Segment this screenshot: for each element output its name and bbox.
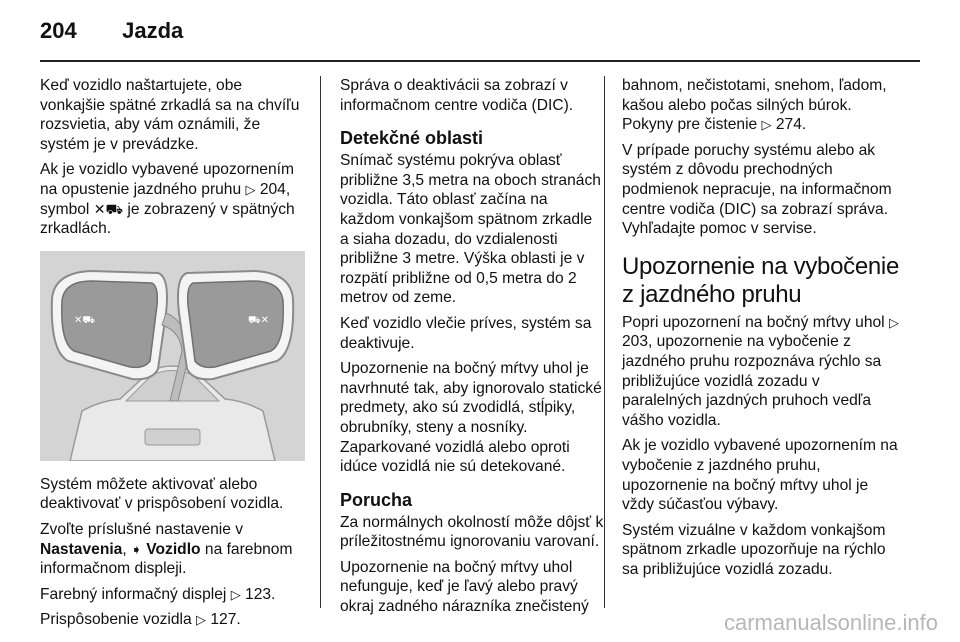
menu-path-settings: Nastavenia bbox=[40, 540, 123, 558]
page-ref-icon: ▷ bbox=[196, 612, 207, 628]
header-rule bbox=[40, 60, 920, 62]
arrow-icon: ➧ bbox=[131, 541, 142, 557]
page-header bbox=[40, 18, 183, 44]
paragraph: Správa o deaktivácii sa zobrazí v informačnom centre vodiča (DIC). bbox=[340, 77, 574, 114]
svg-text:✕⛟: ✕⛟ bbox=[74, 314, 95, 326]
section-heading: Detekčné oblasti bbox=[340, 128, 484, 149]
paragraph: Upozornenie na bočný mŕtvy uhol nefunguje, keď je ľavý alebo pravý okraj zadného nárazníka znečistený bbox=[340, 558, 589, 616]
paragraph: Keď vozidlo vlečie príves, systém sa deaktivuje. bbox=[340, 314, 592, 352]
paragraph: Upozornenie na bočný mŕtvy uhol je navrhnuté tak, aby ignorovalo statické predmety, ako sú zvodidlá, stĺpiky, obrubníky, steny a nosníky. Zaparkované vozidlá alebo oproti idúce vozidlá nie sú detekované. bbox=[340, 360, 602, 476]
paragraph: bahnom, nečistotami, snehom, ľadom, kašou alebo počas silných búrok. Pokyny pre čistenie ▷ 274. bbox=[622, 77, 887, 134]
page-ref-icon: ▷ bbox=[230, 586, 241, 602]
paragraph: Za normálnych okolností môže dôjsť k príležitostnému ignorovaniu varovaní. bbox=[340, 513, 604, 551]
column-middle bbox=[340, 76, 605, 623]
paragraph: Prispôsobenie vozidla ▷ 127. bbox=[40, 611, 241, 629]
column-separator bbox=[320, 76, 321, 608]
page-ref-icon: ▷ bbox=[888, 314, 899, 330]
paragraph: Ak je vozidlo vybavené upozornením na opustenie jazdného pruhu ▷ 204, symbol ✕⛟ je zobrazený v spätných zrkadlách. bbox=[40, 161, 295, 238]
paragraph: Farebný informačný displej ▷ 123. bbox=[40, 585, 276, 603]
svg-text:⛟✕: ⛟✕ bbox=[248, 314, 269, 326]
mirrors-and-car-icon bbox=[40, 251, 305, 461]
page-ref-icon: ▷ bbox=[245, 181, 256, 197]
chapter-title: Jazda bbox=[122, 18, 184, 43]
paragraph: Systém môžete aktivovať alebo deaktivovať v prispôsobení vozidla. bbox=[40, 475, 284, 513]
section-heading: Porucha bbox=[340, 489, 413, 510]
paragraph: Systém vizuálne v každom vonkajšom spätnom zrkadle upozorňuje na rýchlo sa približujúce vozidlá zozadu. bbox=[622, 521, 886, 578]
page-ref-icon: ▷ bbox=[761, 117, 772, 133]
lane-change-symbol-icon: ✕⛟ bbox=[93, 200, 124, 217]
section-title: Upozornenie na vybočenie z jazdného pruhu bbox=[622, 252, 899, 308]
mirror-illustration bbox=[40, 251, 305, 461]
page-number: 204 bbox=[40, 18, 77, 43]
paragraph: Popri upozornení na bočný mŕtvy uhol ▷ 203, upozornenie na vybočenie z jazdného pruhu rozpoznáva rýchlo sa približujúce vozidlá zozadu v paralelných jazdných pruhoch vedľa vášho vozidla. bbox=[622, 313, 899, 429]
paragraph: V prípade poruchy systému alebo ak systém z dôvodu prechodných podmienok nepracuje, na informačnom centre vodiča (DIC) sa zobrazí správa. Vyhľadajte pomoc v servise. bbox=[622, 141, 892, 238]
column-left bbox=[40, 76, 305, 636]
watermark: carmanualsonline.info bbox=[723, 610, 938, 635]
menu-path-vehicle: Vozidlo bbox=[146, 540, 201, 558]
paragraph: Zvoľte príslušné nastavenie v Nastavenia, ➧ Vozidlo na farebnom informačnom displeji. bbox=[40, 520, 293, 578]
paragraph: Keď vozidlo naštartujete, obe vonkajšie spätné zrkadlá sa na chvíľu rozsvietia, aby vám oznámili, že systém je v prevádzke. bbox=[40, 77, 300, 153]
paragraph: Snímač systému pokrýva oblasť približne 3,5 metra na oboch stranách vozidla. Táto oblasť začína na každom vonkajšom spätnom zrkadle a siaha dozadu, do vzdialenosti približne 3 metre. Výška oblasti je v rozpätí približne od 0,5 metra do 2 metrov od zeme. bbox=[340, 152, 601, 307]
paragraph: Ak je vozidlo vybavené upozornením na vybočenie z jazdného pruhu, upozornenie na bočný mŕtvy uhol je vždy súčasťou výbavy. bbox=[622, 437, 898, 514]
column-right bbox=[622, 76, 902, 585]
